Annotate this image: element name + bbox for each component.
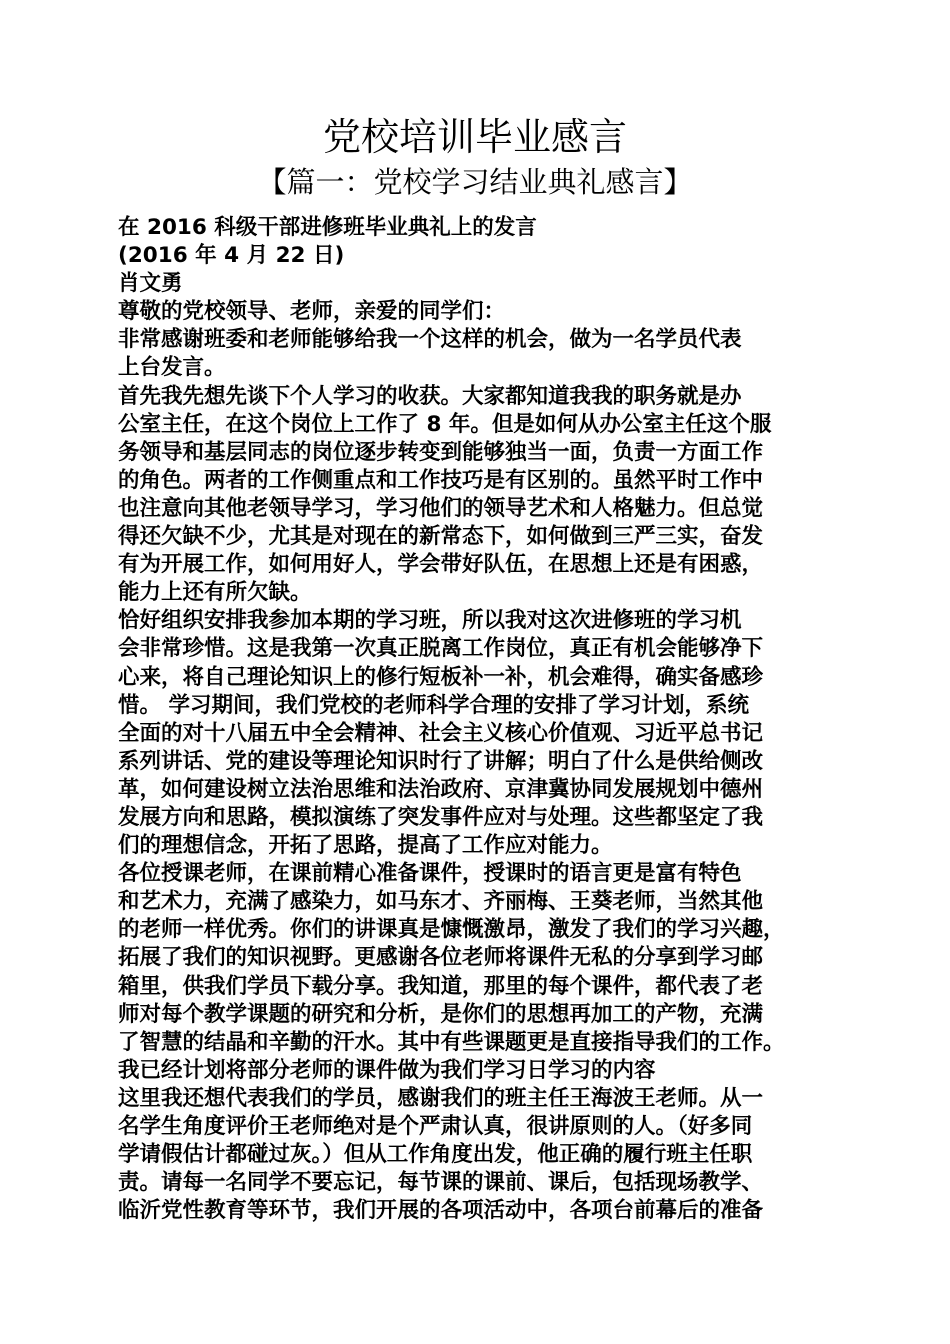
body-line: 各位授课老师，在课前精心准备课件，授课时的语言更是富有特色 [118,861,742,887]
body-line: (2016 年 4 月 22 日) [118,243,345,269]
body-line: 我已经计划将部分老师的课件做为我们学习日学习的内容 [118,1057,656,1083]
body-line: 名学生角度评价王老师绝对是个严肃认真，很讲原则的人。（好多同 [118,1114,753,1139]
document-title: 党校培训毕业感言 [322,115,627,159]
body-line: 和艺术力，充满了感染力，如马东才、齐丽梅、王葵老师，当然其他 [118,889,764,915]
body-line: 的老师一样优秀。你们的讲课真是慷慨激昂，激发了我们的学习兴趣， [118,917,785,943]
body-line: 的角色。两者的工作侧重点和工作技巧是有区别的。虽然平时工作中 [118,467,764,493]
body-line: 得还欠缺不少，尤其是对现在的新常态下，如何做到三严三实，奋发 [118,524,764,550]
document-subtitle: 【篇一：党校学习结业典礼感言】 [257,165,693,199]
body-line: 惜。 学习期间，我们党校的老师科学合理的安排了学习计划，系统 [118,692,749,718]
body-line: 系列讲话、党的建设等理论知识时行了讲解；明白了什么是供给侧改 [118,748,764,774]
body-line: 会非常珍惜。这是我第一次真正脱离工作岗位，真正有机会能够净下 [118,636,764,662]
body-line: 学请假估计都碰过灰。）但从工作角度出发，他正确的履行班主任职 [118,1142,753,1168]
body-line: 了智慧的结晶和辛勤的汗水。其中有些课题更是直接指导我们的工作。 [118,1029,785,1055]
body-line: 心来，将自己理论知识上的修行短板补一补，机会难得，确实备感珍 [118,664,764,690]
body-line: 发展方向和思路，模拟演练了突发事件应对与处理。这些都坚定了我 [118,804,764,830]
body-line: 有为开展工作，如何用好人，学会带好队伍，在思想上还是有困惑， [118,552,764,578]
body-line: 革，如何建设树立法治思维和法治政府、京津冀协同发展规划中德州 [118,776,764,802]
body-line: 全面的对十八届五中全会精神、社会主义核心价值观、习近平总书记 [118,720,764,746]
body-line: 们的理想信念，开拓了思路，提高了工作应对能力。 [118,833,613,859]
body-line: 师对每个教学课题的研究和分析，是你们的思想再加工的产物，充满 [118,1001,764,1027]
body-line: 尊敬的党校领导、老师，亲爱的同学们： [118,299,506,325]
body-line: 也注意向其他老领导学习，学习他们的领导艺术和人格魅力。但总觉 [118,495,764,521]
body-line: 非常感谢班委和老师能够给我一个这样的机会，做为一名学员代表 [118,327,742,353]
body-line: 务领导和基层同志的岗位逐步转变到能够独当一面，负责一方面工作 [118,439,764,465]
body-line: 这里我还想代表我们的学员，感谢我们的班主任王海波王老师。从一 [118,1085,764,1111]
document-body [118,214,848,1225]
body-line: 拓展了我们的知识视野。更感谢各位老师将课件无私的分享到学习邮 [118,945,764,971]
body-line: 临沂党性教育等环节，我们开展的各项活动中，各项台前幕后的准备 [118,1198,764,1224]
body-line: 能力上还有所欠缺。 [118,580,312,606]
body-line: 恰好组织安排我参加本期的学习班，所以我对这次进修班的学习机 [118,608,742,634]
body-line: 肖文勇 [118,271,183,297]
body-line: 责。请每一名同学不要忘记，每节课的课前、课后，包括现场教学、 [118,1170,764,1196]
body-line: 上台发言。 [118,355,226,381]
body-line: 公室主任，在这个岗位上工作了 8 年。但是如何从办公室主任这个服 [118,411,772,437]
body-line: 首先我先想先谈下个人学习的收获。大家都知道我我的职务就是办 [118,383,742,409]
body-line: 在 2016 科级干部进修班毕业典礼上的发言 [118,215,537,240]
body-line: 箱里，供我们学员下载分享。我知道，那里的每个课件，都代表了老 [118,973,764,999]
